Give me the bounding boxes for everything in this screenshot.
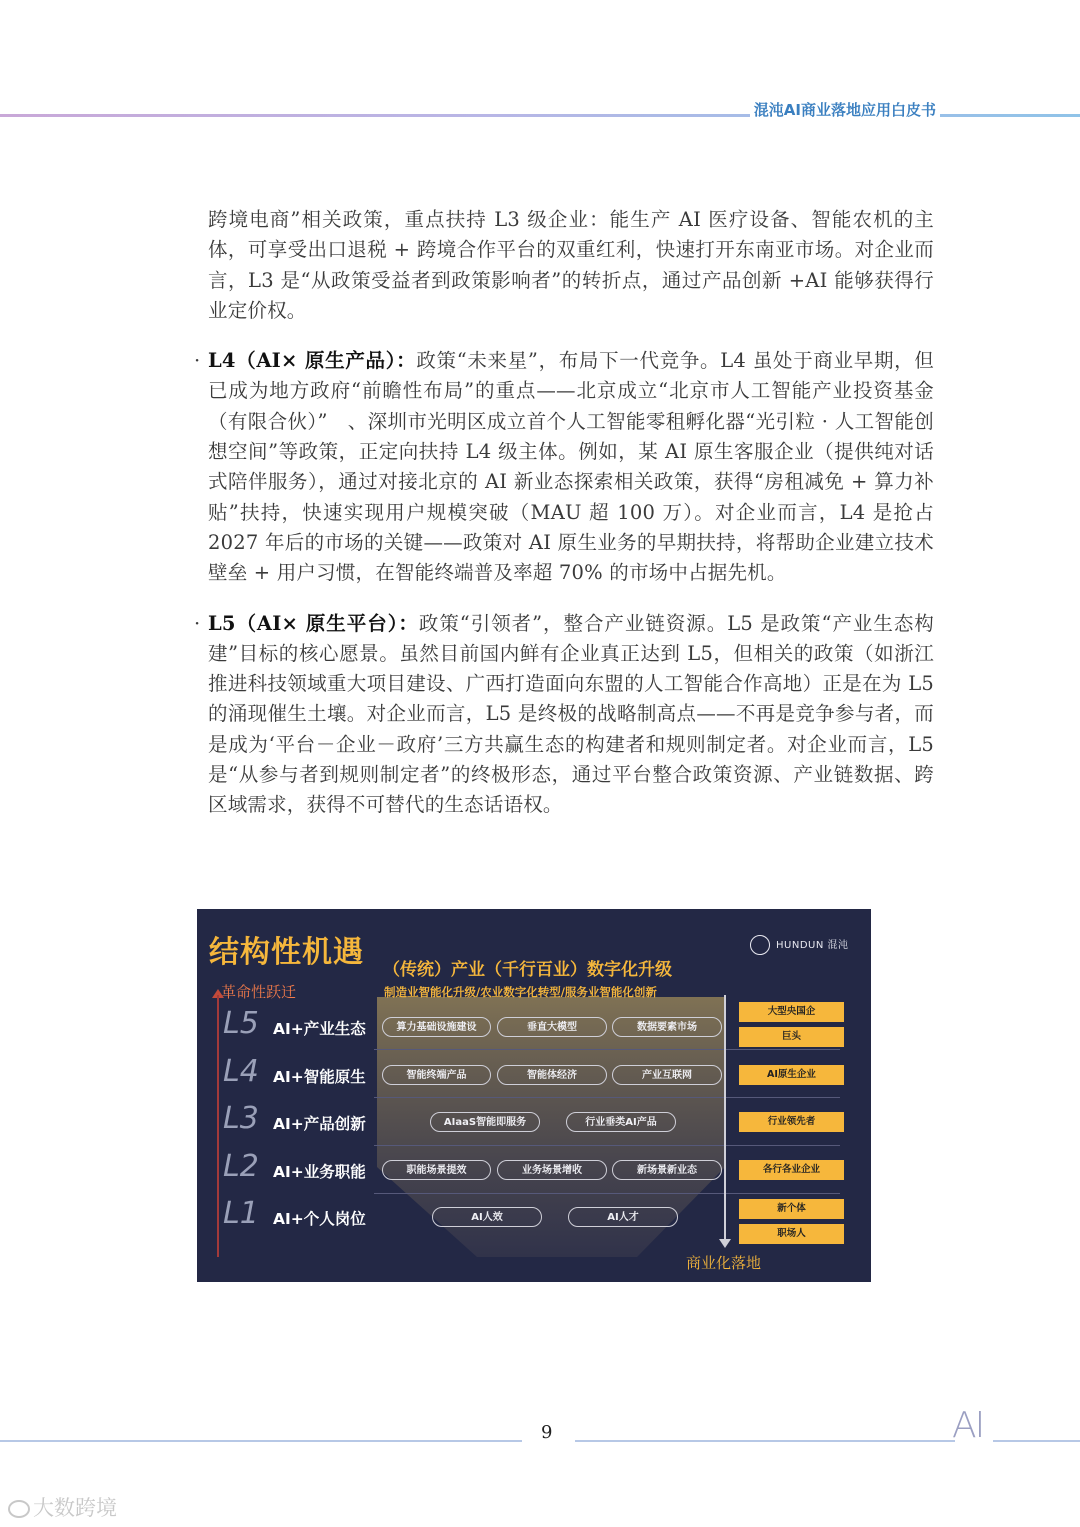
watermark-logo-icon: [8, 1500, 30, 1518]
down-arrow-icon: [719, 1239, 731, 1248]
hundun-logo: HUNDUN 混沌: [750, 935, 849, 955]
bullet-dot: ·: [194, 611, 201, 635]
logo-ring-icon: [750, 935, 770, 955]
tag-large-soe: 大型央国企: [739, 1002, 844, 1022]
paragraph-l3-continued: 跨境电商”相关政策，重点扶持 L3 级企业：能生产 AI 医疗设备、智能农机的主体，可享受出口退税 + 跨境合作平台的双重红利，快速打开东南亚市场。对企业而言，L3 是“从政策受益者到政策影响者”的转折点，通过产品创新 +AI 能够获得行业定价权。: [208, 208, 934, 322]
bullet-dot: ·: [194, 349, 201, 373]
tag-ai-native: AI原生企业: [739, 1065, 844, 1085]
footer-line-right: [575, 1440, 955, 1442]
structural-opportunity-figure: [197, 909, 871, 1282]
figure-subtitle: （传统）产业（千行百业）数字化升级: [383, 960, 672, 980]
tag-giants: 巨头: [739, 1027, 844, 1047]
footer-line-right-end: [993, 1440, 1080, 1442]
pill-l2-2: 业务场景增收: [497, 1160, 607, 1180]
header-title: 混沌AI商业落地应用白皮书: [750, 99, 940, 120]
footer-line-left: [0, 1440, 522, 1442]
revolution-label: 革命性跃迁: [221, 983, 297, 1001]
pill-l5-3: 数据要素市场: [612, 1017, 722, 1037]
paragraph-l4: [194, 346, 935, 588]
pill-l3-2: 行业垂类AI产品: [566, 1112, 676, 1132]
l5-lead: L5（AI× 原生平台）：: [208, 611, 419, 635]
level-code-l5: L5: [223, 1006, 259, 1041]
pill-l4-3: 产业互联网: [612, 1065, 722, 1085]
tag-workplace-people: 职场人: [739, 1224, 844, 1244]
level-name-l4: AI+智能原生: [273, 1068, 366, 1086]
figure-title: 结构性机遇: [209, 935, 364, 970]
band-divider: [374, 1097, 840, 1098]
pill-l3-1: AIaaS智能即服务: [430, 1112, 540, 1132]
level-code-l3: L3: [223, 1101, 259, 1136]
l5-text: 政策“引领者”，整合产业链资源。L5 是政策“产业生态构建”目标的核心愿景。虽然目前国内鲜有企业真正达到 L5，但相关的政策（如浙江推进科技领域重大项目建设、广西打造面向东盟的人工智能合作高地）正是在为 L5 的涌现催生土壤。对企业而言，L5 是终极的战略制高点——不再是竞争参与者，而是成为‘平台－企业－政府’三方共赢生态的构建者和规则制定者。对企业而言，L5 是“从参与者到规则制定者”的终极形态，通过平台整合政策资源、产业链数据、跨区域需求，获得不可替代的生态话语权。: [208, 611, 934, 817]
revolution-axis: [217, 995, 219, 1257]
commercial-axis: [724, 995, 726, 1241]
pill-l2-1: 职能场景提效: [382, 1160, 491, 1180]
pill-l4-1: 智能终端产品: [382, 1065, 491, 1085]
pill-l2-3: 新场景新业态: [612, 1160, 722, 1180]
pill-l1-2: AI人才: [568, 1207, 678, 1227]
pill-l1-1: AI人效: [432, 1207, 542, 1227]
commercial-landing-label: 商业化落地: [686, 1254, 762, 1272]
l4-text: 政策“未来星”，布局下一代竞争。L4 虽处于商业早期，但已成为地方政府“前瞻性布局”的重点——北京成立“北京市人工智能产业投资基金（有限合伙）” 、深圳市光明区成立首个人工智能零租孵化器“光引粒 · 人工智能创想空间”等政策，正定向扶持 L4 级主体。例如，某 AI 原生客服企业（提供纯对话式陪伴服务），通过对接北京的 AI 新业态探索相关政策，获得“房租减免 + 算力补贴”扶持，快速实现用户规模突破（MAU 超 100 万）。对企业而言，L4 是抢占 2027 年后的市场的关键——政策对 AI 原生业务的早期扶持，将帮助企业建立技术壁垒 + 用户习惯，在智能终端普及率超 70% 的市场中占据先机。: [208, 349, 935, 585]
tag-all-enterprises: 各行各业企业: [739, 1160, 844, 1180]
pill-l5-1: 算力基础设施建设: [382, 1017, 491, 1037]
level-name-l1: AI+个人岗位: [273, 1210, 366, 1228]
level-code-l1: L1: [223, 1196, 259, 1231]
watermark: 大数跨境: [8, 1492, 117, 1522]
figure-subtitle-2: 制造业智能化升级/农业数字化转型/服务业智能化创新: [384, 985, 657, 999]
paragraph-l5: [194, 609, 934, 821]
body-text: [194, 205, 935, 821]
band-divider: [374, 1145, 840, 1146]
tag-individuals: 新个体: [739, 1199, 844, 1219]
page-number: 9: [541, 1422, 553, 1443]
band-divider: [374, 1049, 840, 1050]
l4-lead: L4（AI× 原生产品）：: [208, 349, 417, 373]
ai-logo-mark: AI: [952, 1405, 984, 1446]
level-code-l4: L4: [223, 1054, 259, 1089]
pill-l4-2: 智能体经济: [497, 1065, 607, 1085]
level-code-l2: L2: [223, 1149, 259, 1184]
band-divider: [374, 1193, 840, 1194]
level-name-l3: AI+产品创新: [273, 1115, 366, 1133]
tag-industry-leader: 行业领先者: [739, 1112, 844, 1132]
pill-l5-2: 垂直大模型: [497, 1017, 607, 1037]
level-name-l5: AI+产业生态: [273, 1020, 366, 1038]
level-name-l2: AI+业务职能: [273, 1163, 366, 1181]
